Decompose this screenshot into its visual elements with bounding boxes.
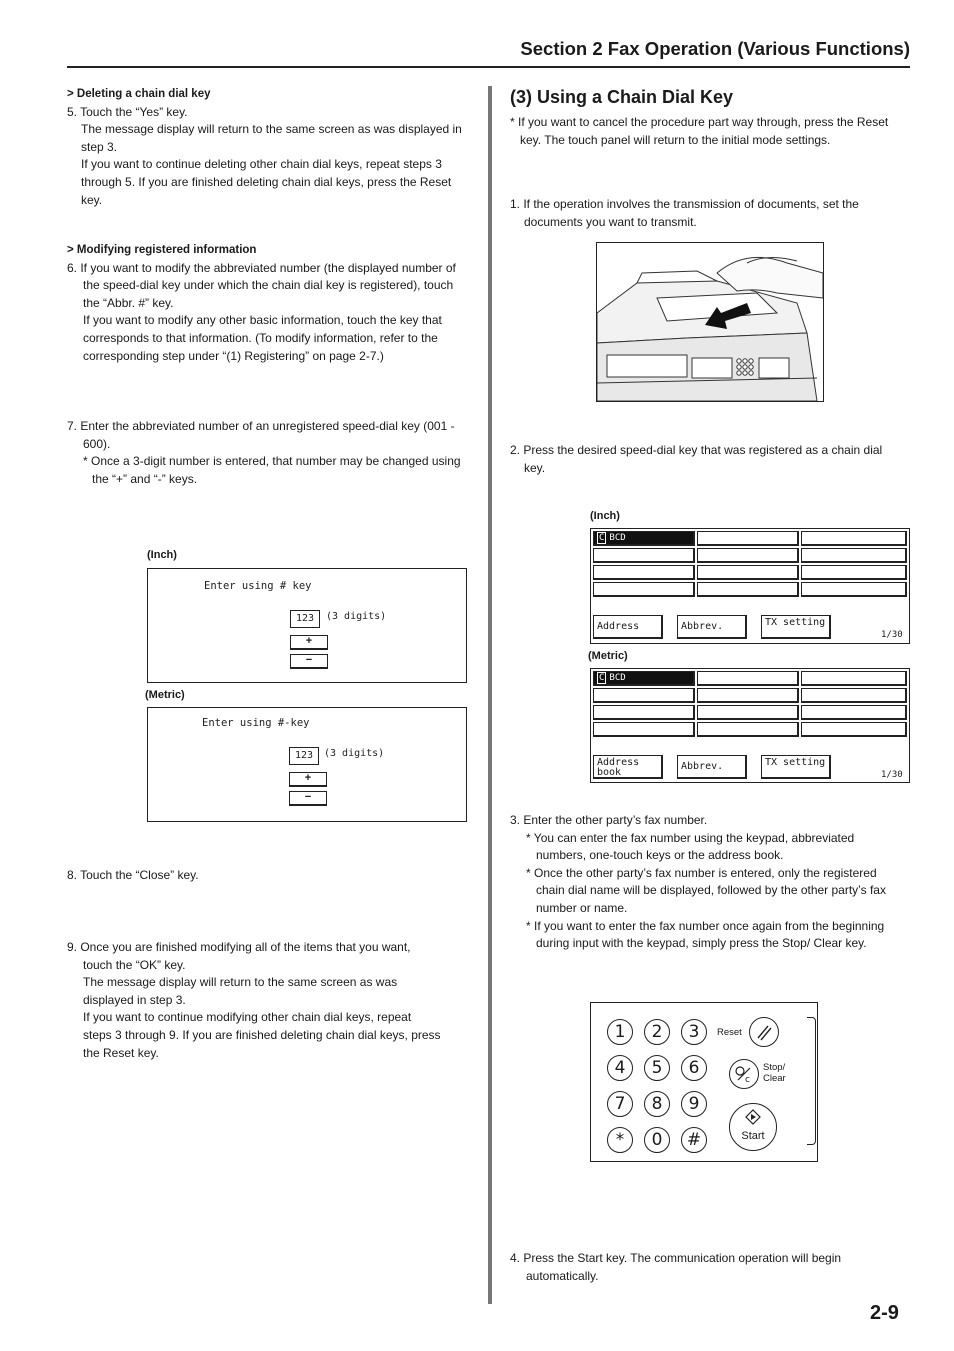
stop-clear-icon (730, 1060, 758, 1088)
start-icon (745, 1109, 761, 1125)
plus-button[interactable]: + (289, 772, 327, 787)
speed-dial-key[interactable] (593, 688, 695, 703)
entry-prompt: Enter using #-key (202, 717, 310, 729)
step-7: 7. Enter the abbreviated number of an unregistered speed-dial key (001 - 600). (67, 419, 455, 451)
chain-dial-key[interactable] (593, 531, 695, 546)
speed-dial-key[interactable] (801, 548, 907, 563)
number-entry-panel-inch (147, 568, 467, 683)
step-7-block (67, 418, 462, 488)
number-entry-panel-metric (147, 707, 467, 822)
step-3-note-1: * You can enter the fax number using the keypad, abbreviated numbers, one-touch keys or the address book. (526, 830, 855, 863)
speed-dial-key[interactable] (697, 688, 799, 703)
entry-prompt: Enter using # key (204, 580, 312, 592)
abbrev-button[interactable]: Abbrev. (677, 615, 747, 639)
modifying-heading: > Modifying registered information (67, 244, 257, 256)
key-hash[interactable]: # (681, 1127, 707, 1153)
key-9[interactable]: 9 (681, 1091, 707, 1117)
copier-feeder-drawing (597, 243, 823, 401)
start-key[interactable] (729, 1103, 777, 1151)
speed-dial-key[interactable] (801, 671, 907, 686)
speed-dial-key[interactable] (697, 565, 799, 580)
panel-caption-inch: (Inch) (590, 510, 620, 522)
speed-dial-grid (593, 531, 907, 597)
document-feeder-illustration (596, 242, 824, 402)
panel-caption-metric: (Metric) (145, 689, 185, 701)
speed-dial-key[interactable] (697, 722, 799, 737)
abbr-number-field[interactable]: 123 (289, 747, 319, 765)
speed-dial-key[interactable] (801, 582, 907, 597)
deleting-heading: > Deleting a chain dial key (67, 88, 211, 100)
speed-dial-key[interactable] (697, 671, 799, 686)
key-5[interactable]: 5 (644, 1055, 670, 1081)
speed-dial-key[interactable] (593, 582, 695, 597)
keypad-illustration (590, 1002, 818, 1162)
speed-dial-key[interactable] (697, 705, 799, 720)
reset-icon (750, 1018, 778, 1046)
step-9-note-1: The message display will return to the same screen as was displayed in step 3. (83, 975, 398, 1007)
speed-dial-key[interactable] (593, 722, 695, 737)
step-6: 6. If you want to modify the abbreviated number (the displayed number of the speed-dial key under which the chain dial key is registered), touch the “Abbr. #” key. (67, 260, 456, 310)
step-3-block (510, 812, 905, 953)
step-1: 1. If the operation involves the transmission of documents, set the documents you want to transmit. (510, 197, 859, 229)
step-9-block (67, 939, 442, 1062)
tx-setting-button[interactable]: TX setting (761, 755, 831, 779)
intro-note: * If you want to cancel the procedure part way through, press the Reset key. The touch panel will return to the initial mode settings. (510, 115, 889, 147)
chain-mark: C (599, 673, 605, 683)
step-4: 4. Press the Start key. The communication operation will begin automatically. (510, 1251, 842, 1283)
speed-dial-key[interactable] (801, 688, 907, 703)
speed-dial-panel-metric (590, 668, 910, 783)
tx-setting-button[interactable]: TX setting (761, 615, 831, 639)
speed-dial-key[interactable] (593, 705, 695, 720)
key-3[interactable]: 3 (681, 1019, 707, 1045)
key-asterisk[interactable]: * (607, 1127, 633, 1153)
abbrev-button[interactable]: Abbrev. (677, 755, 747, 779)
stop-clear-label-line-1: Stop/ (763, 1062, 786, 1073)
speed-dial-key[interactable] (801, 531, 907, 546)
reset-key[interactable] (749, 1017, 779, 1047)
key-7[interactable]: 7 (607, 1091, 633, 1117)
step-8: 8. Touch the “Close” key. (67, 868, 199, 882)
address-book-button[interactable]: Address book (593, 755, 663, 779)
svg-text:c: c (745, 1075, 750, 1085)
step-2: 2. Press the desired speed-dial key that was registered as a chain dial key. (510, 443, 883, 475)
speed-dial-key[interactable] (697, 548, 799, 563)
step-9-note-2: If you want to continue modifying other chain dial keys, repeat steps 3 through 9. If you are finished deleting chain dial keys, press the Reset key. (83, 1010, 441, 1060)
speed-dial-key[interactable] (801, 565, 907, 580)
page-indicator: 1/30 (881, 770, 903, 780)
step-5-note-2: If you want to continue deleting other chain dial keys, repeat steps 3 through 5. If you are finished deleting chain dial keys, press the Reset key. (81, 157, 452, 207)
speed-dial-grid (593, 671, 907, 737)
speed-dial-key[interactable] (801, 705, 907, 720)
reset-label: Reset (717, 1027, 742, 1038)
step-3-note-2: * Once the other party’s fax number is entered, only the registered chain dial name will be displayed, followed by the other party’s fax number or name. (526, 865, 886, 915)
start-label: Start (741, 1130, 765, 1142)
column-divider (488, 86, 492, 1304)
step-5-note-1: The message display will return to the same screen as was displayed in step 3. (81, 122, 462, 154)
minus-button[interactable]: − (289, 791, 327, 806)
speed-dial-key[interactable] (801, 722, 907, 737)
key-4[interactable]: 4 (607, 1055, 633, 1081)
step-5: 5. Touch the “Yes” key. (67, 104, 188, 119)
stop-clear-label (763, 1063, 786, 1084)
page-number: 2-9 (870, 1302, 899, 1324)
digits-hint: (3 digits) (326, 611, 387, 622)
key-0[interactable]: 0 (644, 1127, 670, 1153)
speed-dial-key[interactable] (593, 565, 695, 580)
address-button[interactable]: Address (593, 615, 663, 639)
abbr-number-field[interactable]: 123 (290, 610, 320, 628)
chain-dial-key[interactable] (593, 671, 695, 686)
stop-clear-label-line-2: Clear (763, 1072, 786, 1084)
chain-key-label: BCD (609, 673, 626, 683)
panel-caption-inch: (Inch) (147, 549, 177, 561)
speed-dial-key[interactable] (593, 548, 695, 563)
chain-key-label: BCD (609, 533, 626, 543)
step-6-note: If you want to modify any other basic information, touch the key that corresponds to that information. (To modify information, refer to the corresponding step under “(1) Registering” on page 2-7.) (83, 313, 442, 363)
speed-dial-key[interactable] (697, 582, 799, 597)
speed-dial-key[interactable] (697, 531, 799, 546)
key-1[interactable]: 1 (607, 1019, 633, 1045)
plus-button[interactable]: + (290, 635, 328, 650)
panel-edge (807, 1017, 816, 1145)
step-3: 3. Enter the other party’s fax number. (510, 813, 708, 827)
digits-hint: (3 digits) (324, 748, 385, 759)
step-7-note: * Once a 3-digit number is entered, that number may be changed using the “+” and “-” keys. (83, 454, 461, 486)
speed-dial-panel-inch (590, 528, 910, 644)
modifying-section (67, 242, 462, 365)
header-rule (67, 66, 910, 68)
minus-button[interactable]: − (290, 654, 328, 669)
key-6[interactable]: 6 (681, 1055, 707, 1081)
stop-clear-key[interactable] (729, 1059, 759, 1089)
step-3-note-3: * If you want to enter the fax number once again from the beginning during input with the keypad, simply press the Stop/ Clear key. (526, 918, 885, 951)
deleting-section (67, 86, 462, 209)
page-indicator: 1/30 (881, 630, 903, 640)
key-8[interactable]: 8 (644, 1091, 670, 1117)
section-title: (3) Using a Chain Dial Key (510, 87, 734, 107)
chain-mark: C (599, 533, 605, 543)
step-9: 9. Once you are finished modifying all of the items that you want, touch the “OK” key. (67, 940, 411, 972)
panel-caption-metric: (Metric) (588, 650, 628, 662)
section-header: Section 2 Fax Operation (Various Functions) (520, 38, 910, 59)
key-2[interactable]: 2 (644, 1019, 670, 1045)
